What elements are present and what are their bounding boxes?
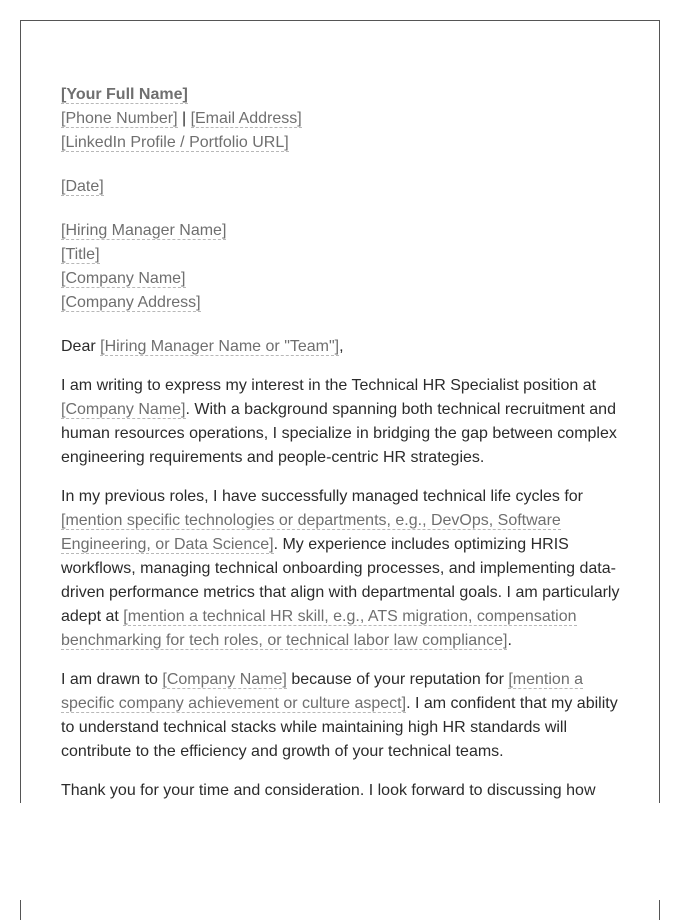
recipient-address-line xyxy=(61,291,627,315)
date-placeholder: [Date] xyxy=(61,178,104,195)
company-name-placeholder: [Company Name] xyxy=(162,671,287,688)
letter-page xyxy=(20,20,660,920)
salutation-prefix: Dear xyxy=(61,338,101,355)
paragraph-motivation xyxy=(61,668,627,764)
hiring-manager-placeholder: [Hiring Manager Name] xyxy=(61,222,227,239)
profile-line xyxy=(61,131,627,155)
paragraph-closing-text: Thank you for your time and consideration. I look forward to discussing how xyxy=(61,782,596,799)
recipient-company-line xyxy=(61,267,627,291)
paragraph-intro xyxy=(61,374,627,470)
paragraph-experience-text-3: . xyxy=(507,632,512,649)
contact-line xyxy=(61,107,627,131)
company-achievement-placeholder: [mention a specific company achievement or culture aspect] xyxy=(61,671,584,712)
email-placeholder: [Email Address] xyxy=(190,110,302,127)
paragraph-motivation-text-2: because of your reputation for xyxy=(286,671,509,688)
profile-url-placeholder: [LinkedIn Profile / Portfolio URL] xyxy=(61,134,289,151)
recipient-title-line xyxy=(61,243,627,267)
paragraph-closing xyxy=(61,779,627,803)
paragraph-experience xyxy=(61,485,627,653)
company-name-placeholder: [Company Name] xyxy=(61,270,186,287)
date-line xyxy=(61,175,627,199)
paragraph-intro-text-2: . With a background spanning both technical recruitment and human resources operations, I specialize in bridging the gap between complex engineering requirements and people-centric HR strategies. xyxy=(61,401,617,466)
phone-placeholder: [Phone Number] xyxy=(61,110,178,127)
contact-separator: | xyxy=(177,110,191,127)
company-address-placeholder: [Company Address] xyxy=(61,294,201,311)
sender-name-line xyxy=(61,83,627,107)
paragraph-intro-text-1: I am writing to express my interest in the Technical HR Specialist position at xyxy=(61,377,597,394)
page-cutoff xyxy=(20,803,680,900)
hr-skill-placeholder: [mention a technical HR skill, e.g., ATS migration, compensation benchmarking for tech roles, or technical labor law compliance] xyxy=(61,608,577,649)
recipient-manager-line xyxy=(61,219,627,243)
paragraph-motivation-text-1: I am drawn to xyxy=(61,671,163,688)
technologies-placeholder: [mention specific technologies or departments, e.g., DevOps, Software Engineering, or Data Science] xyxy=(61,512,561,553)
salutation-suffix: , xyxy=(339,338,344,355)
paragraph-experience-text-2: . My experience includes optimizing HRIS workflows, managing technical onboarding processes, and implementing data-driven performance metrics that align with departmental goals. I am particularly adept at xyxy=(61,536,620,625)
title-placeholder: [Title] xyxy=(61,246,100,263)
full-name-placeholder: [Your Full Name] xyxy=(61,86,188,103)
salutation xyxy=(61,335,627,359)
paragraph-motivation-text-3: . I am confident that my ability to understand technical stacks while maintaining high HR standards will contribute to the efficiency and growth of your technical teams. xyxy=(61,695,618,760)
paragraph-experience-text-1: In my previous roles, I have successfully managed technical life cycles for xyxy=(61,488,584,505)
company-name-placeholder: [Company Name] xyxy=(61,401,186,418)
letter-content xyxy=(61,83,627,818)
salutation-name-placeholder: [Hiring Manager Name or "Team"] xyxy=(100,338,340,355)
